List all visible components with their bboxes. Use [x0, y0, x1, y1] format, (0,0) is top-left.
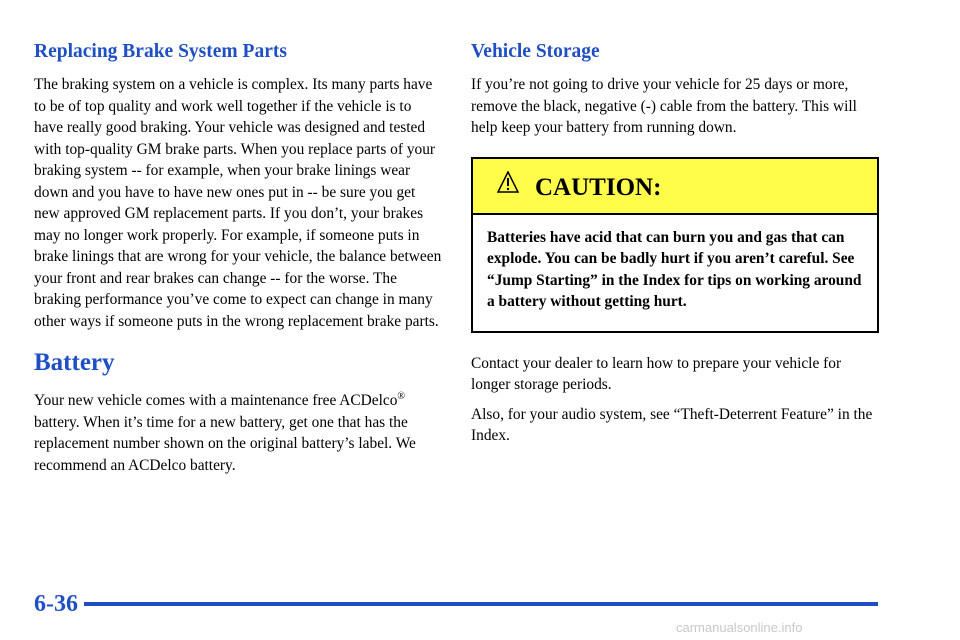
caution-box [471, 157, 879, 333]
caution-header [473, 159, 877, 215]
battery-text-after: battery. When it’s time for a new battery, get one that has the replacement number shown on the original battery’s label. We recommend an ACDelco battery. [34, 413, 416, 474]
brakes-heading: Replacing Brake System Parts [34, 41, 287, 62]
watermark: carmanualsonline.info [676, 620, 803, 635]
caution-title: CAUTION: [535, 173, 662, 201]
battery-text-before: Your new vehicle comes with a maintenance free ACDelco [34, 392, 398, 410]
brakes-paragraph: The braking system on a vehicle is complex. Its many parts have to be of top quality and work well together if the vehicle is to have really good braking. Your vehicle was designed and tested with top-quality GM brake parts. When you replace parts of your braking system -- for example, when your brake linings wear down and you have to have new ones put in -- be sure you get new approved GM replacement parts. If you don’t, your brakes may no longer work properly. For example, if someone puts in brake linings that are wrong for your vehicle, the balance between your front and rear brakes can change -- for the worse. The braking performance you’ve come to expect can change in many other ways if someone puts in the wrong replacement brake parts. [34, 76, 442, 330]
warning-triangle-icon [497, 171, 519, 193]
registered-mark: ® [397, 391, 406, 402]
left-column [34, 40, 442, 484]
right-column [471, 40, 881, 455]
page-number: 6-36 [34, 591, 78, 617]
footer-rule [84, 602, 878, 606]
storage-paragraph: If you’re not going to drive your vehicle for 25 days or more, remove the black, negative (-) cable from the battery. This will help keep your battery from running down. [471, 76, 857, 136]
audio-paragraph: Also, for your audio system, see “Theft-Deterrent Feature” in the Index. [471, 405, 873, 444]
storage-heading: Vehicle Storage [471, 41, 600, 62]
caution-body: Batteries have acid that can burn you and gas that can explode. You can be badly hurt if you aren’t careful. See “Jump Starting” in the Index for tips on working around a battery without getting hurt. [487, 228, 862, 310]
dealer-paragraph: Contact your dealer to learn how to prepare your vehicle for longer storage periods. [471, 354, 842, 393]
battery-heading: Battery [34, 349, 115, 376]
battery-paragraph [34, 386, 442, 476]
